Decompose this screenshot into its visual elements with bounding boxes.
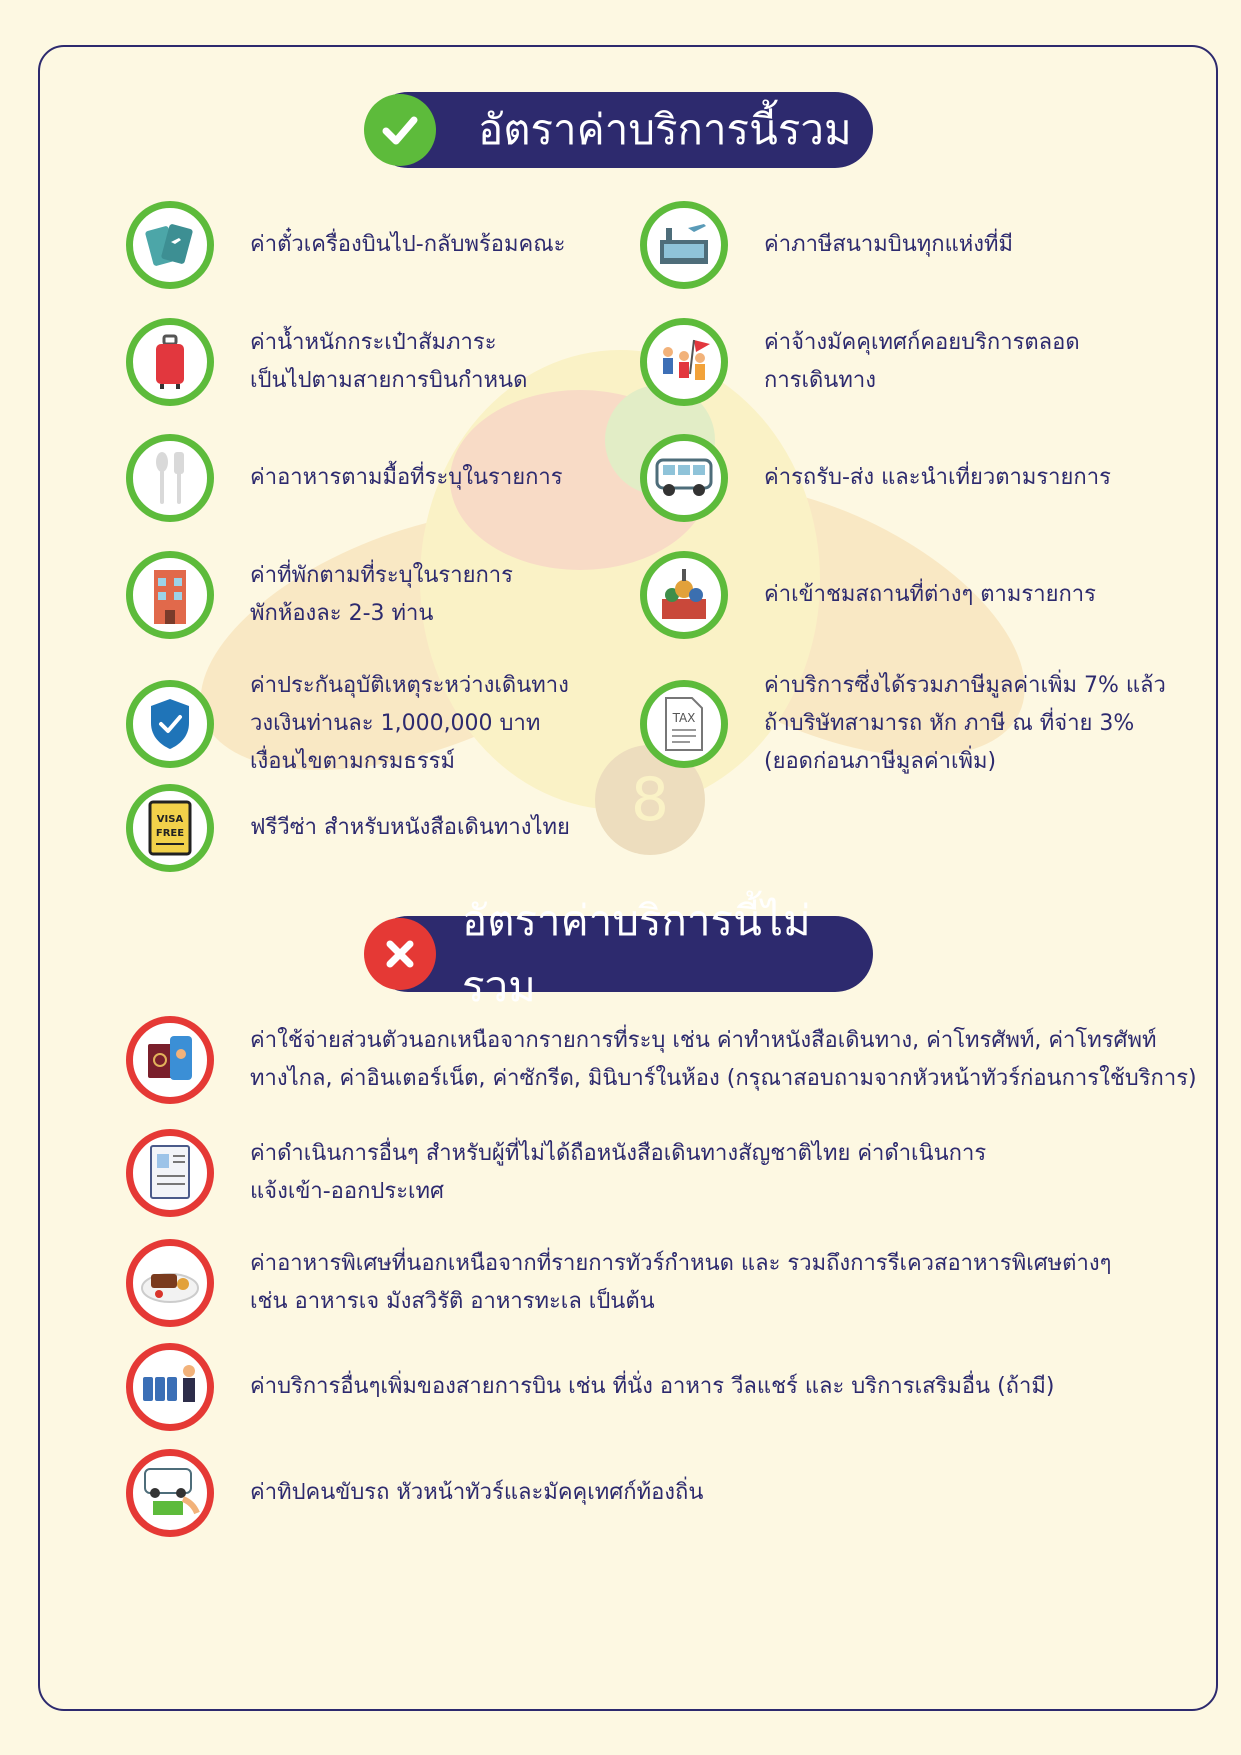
- hotel-icon: [126, 551, 214, 639]
- luggage-icon: [126, 318, 214, 406]
- airline-seat-icon: [126, 1343, 214, 1431]
- check-icon: [364, 94, 436, 166]
- excluded-item-special-meals: [126, 1239, 1111, 1327]
- free-label: FREE: [155, 828, 185, 839]
- special-meal-icon: [126, 1239, 214, 1327]
- included-item-visa: [126, 784, 570, 872]
- included-text: ฟรีวีซ่า สำหรับหนังสือเดินทางไทย: [250, 815, 570, 840]
- included-text: ค่าประกันอุบัติเหตุระหว่างเดินทาง วงเงินท่านละ 1,000,000 บาท เงื่อนไขตามกรมธรรม์: [250, 673, 569, 774]
- included-text: ค่าตั๋วเครื่องบินไป-กลับพร้อมคณะ: [250, 232, 566, 257]
- included-item-accommodation: [126, 551, 513, 639]
- excluded-text: ค่าใช้จ่ายส่วนตัวนอกเหนือจากรายการที่ระบุ เช่น ค่าทำหนังสือเดินทาง, ค่าโทรศัพท์, ค่าโทรศัพท์ ทางไกล, ค่าอินเตอร์เน็ต, ค่าซักรีด, มินิบาร์ในห้อง (กรุณาสอบถามจากหัวหน้าทัวร์ก่อนการใช้บริการ): [250, 1028, 1197, 1091]
- included-item-meals: [126, 434, 563, 522]
- included-text: ค่ารถรับ-ส่ง และนำเที่ยวตามรายการ: [764, 465, 1111, 490]
- included-banner: [370, 92, 873, 168]
- excluded-text: ค่าอาหารพิเศษที่นอกเหนือจากที่รายการทัวร์กำหนด และ รวมถึงการรีเควสอาหารพิเศษต่างๆ เช่น อาหารเจ มังสวิรัติ อาหารทะเล เป็นต้น: [250, 1251, 1112, 1314]
- tax-icon: [640, 680, 728, 768]
- included-text: ค่าจ้างมัคคุเทศก์คอยบริการตลอด การเดินทาง: [764, 330, 1080, 393]
- landmark-icon: [640, 551, 728, 639]
- svg-text:8: 8: [630, 765, 670, 835]
- visa-free-icon: [126, 784, 214, 872]
- included-item-transport: [640, 434, 1111, 522]
- excluded-text: ค่าทิปคนขับรถ หัวหน้าทัวร์และมัคคุเทศก์ท้องถิ่น: [250, 1480, 704, 1505]
- tax-label: TAX: [672, 711, 696, 725]
- included-text: ค่าอาหารตามมื้อที่ระบุในรายการ: [250, 465, 563, 490]
- excluded-text: ค่าดำเนินการอื่นๆ สำหรับผู้ที่ไม่ได้ถือหนังสือเดินทางสัญชาติไทย ค่าดำเนินการ แจ้งเข้า-ออกประเทศ: [250, 1141, 987, 1204]
- airport-icon: [640, 201, 728, 289]
- included-item-airport-tax: [640, 201, 1013, 289]
- shield-icon: [126, 680, 214, 768]
- included-item-airfare: [126, 201, 565, 289]
- included-text: ค่าน้ำหนักกระเป๋าสัมภาระ เป็นไปตามสายการบินกำหนด: [250, 330, 528, 393]
- included-text: ค่าที่พักตามที่ระบุในรายการ พักห้องละ 2-3 ท่าน: [250, 563, 513, 626]
- excluded-item-personal: [126, 1016, 1197, 1104]
- excluded-item-airline-extras: [126, 1343, 1054, 1431]
- bus-icon: [640, 434, 728, 522]
- excluded-banner: [370, 896, 873, 1011]
- included-title: อัตราค่าบริการนี้รวม: [478, 105, 852, 154]
- included-item-vat: [640, 667, 1166, 781]
- visa-label: VISA: [156, 814, 184, 825]
- passport-phone-icon: [126, 1016, 214, 1104]
- included-text: ค่าบริการซึ่งได้รวมภาษีมูลค่าเพิ่ม 7% แล้ว ถ้าบริษัทสามารถ หัก ภาษี ณ ที่จ่าย 3% (ยอดก่อนภาษีมูลค่าเพิ่ม): [764, 673, 1166, 774]
- cutlery-icon: [126, 434, 214, 522]
- document-icon: [126, 1129, 214, 1217]
- included-item-tour-guide: [640, 318, 1080, 406]
- excluded-item-foreign-passport: [126, 1129, 986, 1217]
- included-text: ค่าภาษีสนามบินทุกแห่งที่มี: [764, 232, 1014, 257]
- included-item-admission: [640, 551, 1096, 639]
- included-item-luggage: [126, 318, 527, 406]
- ticket-icon: [126, 201, 214, 289]
- excluded-text: ค่าบริการอื่นๆเพิ่มของสายการบิน เช่น ที่นั่ง อาหาร วีลแชร์ และ บริการเสริมอื่น (ถ้ามี): [250, 1374, 1055, 1399]
- tip-icon: [126, 1449, 214, 1537]
- included-text: ค่าเข้าชมสถานที่ต่างๆ ตามรายการ: [764, 582, 1096, 607]
- excluded-title: อัตราค่าบริการนี้ไม่รวม: [462, 896, 811, 1011]
- tour-guide-icon: [640, 318, 728, 406]
- excluded-item-tips: [126, 1449, 703, 1537]
- included-item-insurance: [126, 667, 569, 781]
- cross-icon: [364, 918, 436, 990]
